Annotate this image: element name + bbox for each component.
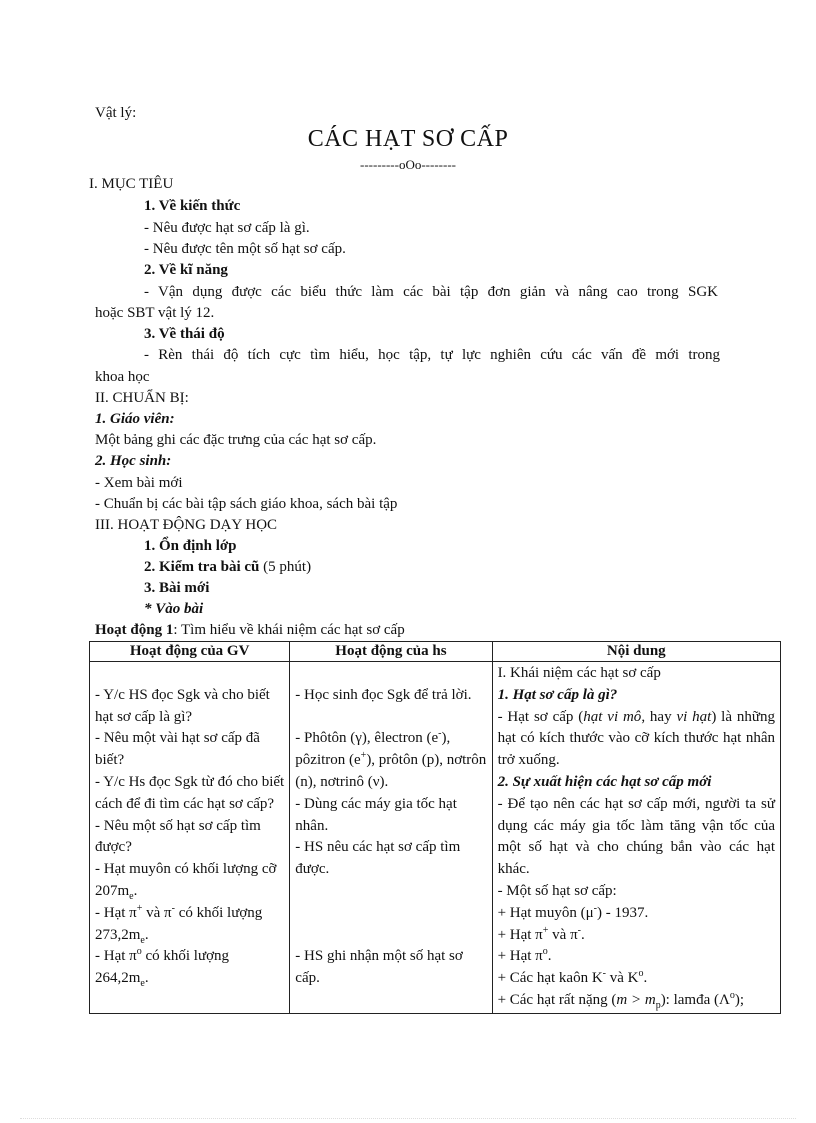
- section-objectives-heading: I. MỤC TIÊU: [89, 176, 174, 192]
- activity-heading: [95, 621, 405, 639]
- step-class-order: 1. Ổn định lớp: [144, 538, 237, 554]
- student-prep: - Xem bài mới: [95, 475, 183, 491]
- gv-item: - Y/c Hs đọc Sgk từ đó cho biết cách để đi tìm các hạt sơ cấp?: [95, 773, 285, 812]
- section-activities-heading: III. HOẠT ĐỘNG DẠY HỌC: [95, 517, 278, 533]
- gv-item: - Hạt $\pi^o$ có khối lượng $264,2m_e$.: [95, 946, 230, 990]
- hs-item: - Học sinh đọc Sgk để trả lời.: [295, 686, 472, 703]
- step-review-label: 2. Kiểm tra bài cũ: [144, 559, 260, 575]
- table-header-row: [90, 642, 781, 662]
- particle-item: + Các hạt rất nặng $(m > m_p)$: lamđa $(\Lambda^o)$;: [497, 989, 745, 1011]
- content-subheading: 2. Sự xuất hiện các hạt sơ cấp mới: [497, 773, 712, 790]
- student-activity-cell: [290, 662, 492, 1014]
- attitude-item: - Rèn thái độ tích cực tìm hiểu, học tập, tự lực nghiên cứu các vấn đề mới trong: [144, 347, 720, 363]
- knowledge-item: - Nêu được tên một số hạt sơ cấp.: [144, 241, 346, 257]
- activity-description: : Tìm hiểu về khái niệm các hạt sơ cấp: [173, 622, 405, 638]
- column-header-teacher: Hoạt động của GV: [90, 642, 290, 662]
- subject-label: Vật lý:: [95, 105, 137, 121]
- step-new-lesson: 3. Bài mới: [144, 580, 210, 596]
- particle-item: + Hạt $\pi^o$.: [497, 946, 552, 965]
- step-intro: * Vào bài: [144, 601, 204, 617]
- content-subheading: 1. Hạt sơ cấp là gì?: [497, 686, 618, 703]
- skills-heading: 2. Về kĩ năng: [144, 262, 228, 278]
- attitude-heading: 3. Về thái độ: [144, 326, 225, 342]
- content-text: - Để tạo nên các hạt sơ cấp mới, người ta sử dụng các máy gia tốc làm tăng vận tốc của một số hạt và cho chúng bắn vào các hạt khác.: [497, 795, 775, 878]
- student-heading: 2. Học sinh:: [95, 453, 172, 469]
- teacher-prep: Một bảng ghi các đặc trưng của các hạt sơ cấp.: [95, 432, 377, 448]
- section-preparation-heading: II. CHUẨN BỊ:: [95, 390, 189, 406]
- page-footer-rule: [20, 1118, 796, 1119]
- attitude-item-cont: khoa học: [95, 369, 150, 385]
- student-prep: - Chuẩn bị các bài tập sách giáo khoa, sách bài tập: [95, 496, 398, 512]
- column-header-content: Nội dung: [492, 642, 780, 662]
- particle-item: + Hạt muyôn (μ-) - 1937.: [497, 902, 649, 921]
- step-review-duration: (5 phút): [259, 559, 312, 575]
- skills-item: - Vận dụng được các biểu thức làm các bài tập đơn giản và nâng cao trong SGK: [144, 284, 718, 300]
- hs-item: - HS nêu các hạt sơ cấp tìm được.: [295, 839, 461, 878]
- step-review: [144, 558, 311, 576]
- content-heading: I. Khái niệm các hạt sơ cấp: [497, 665, 661, 681]
- activity-table: [89, 641, 781, 1014]
- gv-item: - Hạt muyôn có khối lượng cỡ $207m_e$.: [95, 861, 277, 902]
- knowledge-heading: 1. Về kiến thức: [144, 198, 241, 214]
- particle-item: + Các hạt kaôn K- và $K^o$.: [497, 968, 648, 987]
- teacher-activity-cell: [90, 662, 290, 1014]
- gv-item: - Y/c HS đọc Sgk và cho biết hạt sơ cấp là gì?: [95, 686, 270, 725]
- gv-item: - Nêu một vài hạt sơ cấp đã biết?: [95, 730, 260, 769]
- column-header-student: Hoạt động của hs: [290, 642, 492, 662]
- skills-item-cont: hoặc SBT vật lý 12.: [95, 305, 215, 321]
- hs-item: - HS ghi nhận một số hạt sơ cấp.: [295, 948, 463, 987]
- teacher-heading: 1. Giáo viên:: [95, 411, 175, 427]
- knowledge-item: - Nêu được hạt sơ cấp là gì.: [144, 220, 310, 236]
- page-title: CÁC HẠT SƠ CẤP: [307, 126, 509, 152]
- gv-item: - Nêu một số hạt sơ cấp tìm được?: [95, 817, 261, 856]
- particle-item: + Hạt π+ và π-.: [497, 924, 585, 943]
- gv-item: - Hạt π+ và π- có khối lượng $273,2m_e$.: [95, 902, 263, 946]
- hs-item: - Phôtôn (γ), êlectron (e-), pôzitron (e+), prôtôn (p), nơtrôn (n), nơtrinô (ν).: [295, 728, 487, 790]
- hs-item: - Dùng các máy gia tốc hạt nhân.: [295, 795, 457, 834]
- content-text: - Hạt sơ cấp (hạt vi mô, hay vi hạt) là những hạt có kích thước vào cỡ kích thước hạt nhân trở xuống.: [497, 708, 775, 769]
- title-separator: ---------oOo--------: [360, 157, 456, 172]
- table-row: [90, 662, 781, 1014]
- activity-label: Hoạt động 1: [95, 622, 174, 638]
- content-cell: [492, 662, 780, 1014]
- content-text: - Một số hạt sơ cấp:: [497, 882, 617, 899]
